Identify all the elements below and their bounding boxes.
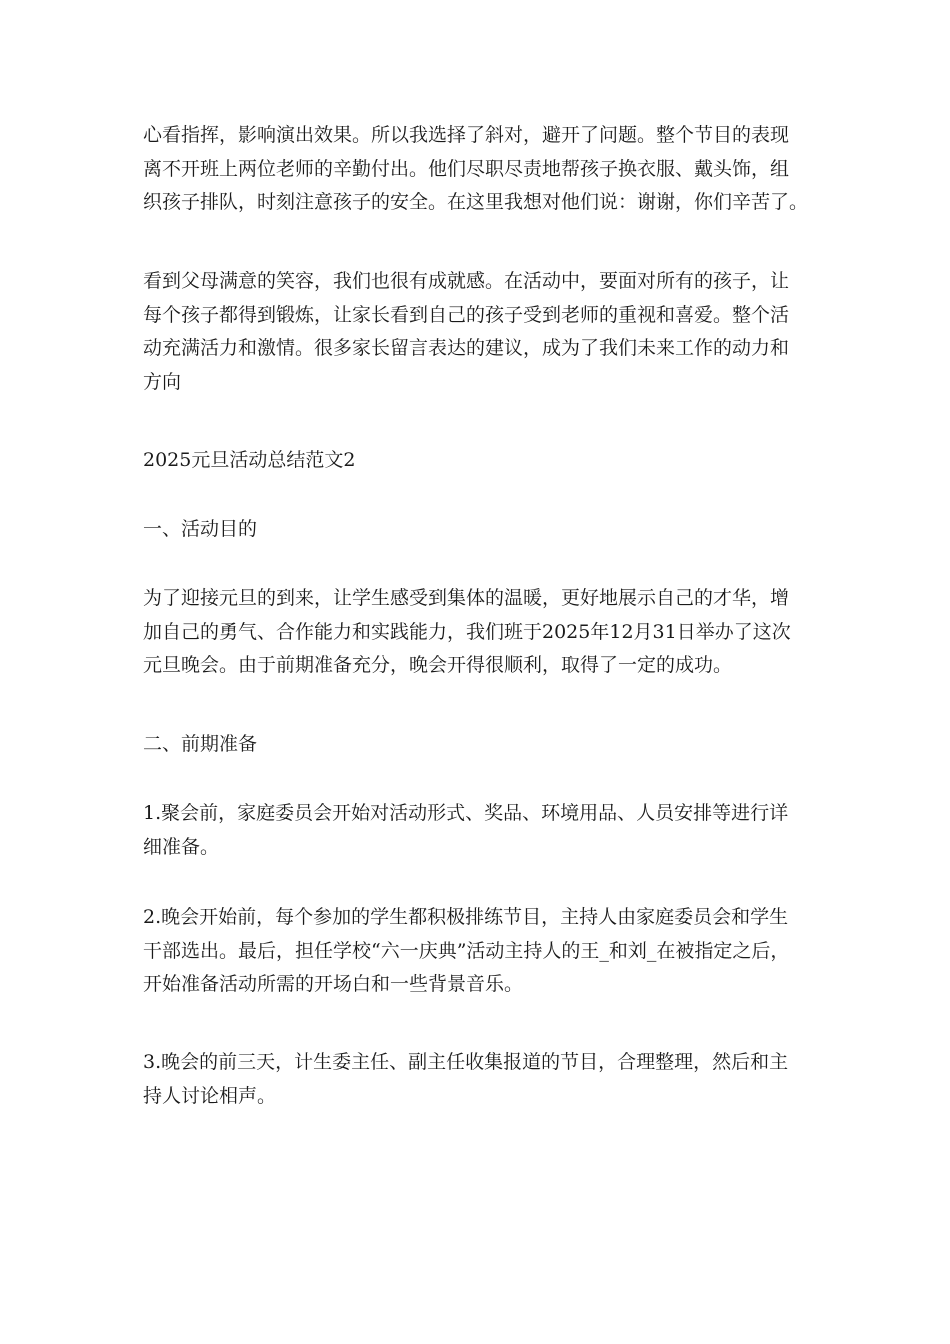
text-line: 看到父母满意的笑容，我们也很有成就感。在活动中，要面对所有的孩子，让 [143, 270, 790, 292]
text-line: 加自己的勇气、合作能力和实践能力，我们班于2025年12月31日举办了这次 [143, 620, 791, 643]
paragraph-performance-thanks [143, 119, 808, 220]
text-line: 细准备。 [143, 835, 220, 858]
text-line: 织孩子排队，时刻注意孩子的安全。在这里我想对他们说：谢谢，你们辛苦了。 [143, 191, 809, 213]
heading-preparation [143, 728, 808, 762]
list-item-3 [143, 1046, 808, 1113]
text-line: 2.晚会开始前，每个参加的学生都积极排练节目，主持人由家庭委员会和学生 [143, 906, 789, 928]
text-line: 3.晚会的前三天，计生委主任、副主任收集报道的节目，合理整理，然后和主 [143, 1051, 789, 1073]
text-line: 持人讨论相声。 [143, 1084, 277, 1107]
text-line: 动充满活力和激情。很多家长留言表达的建议，成为了我们未来工作的动力和 [143, 337, 790, 359]
text-line: 1.聚会前，家庭委员会开始对活动形式、奖品、环境用品、人员安排等进行详 [143, 802, 789, 824]
text-line: 2025元旦活动总结范文2 [143, 449, 356, 471]
heading-activity-purpose [143, 513, 808, 547]
text-line: 方向 [143, 370, 182, 393]
text-line: 每个孩子都得到锻炼，让家长看到自己的孩子受到老师的重视和喜爱。整个活 [143, 303, 790, 326]
text-line: 一、活动目的 [143, 518, 258, 540]
text-line: 二、前期准备 [143, 733, 258, 755]
paragraph-purpose [143, 582, 808, 683]
text-line: 干部选出。最后，担任学校“六一庆典”活动主持人的王_和刘_在被指定之后， [143, 939, 790, 962]
text-line: 开始准备活动所需的开场白和一些背景音乐。 [143, 973, 524, 995]
paragraph-parents-satisfaction [143, 265, 808, 399]
text-line: 心看指挥，影响演出效果。所以我选择了斜对，避开了问题。整个节目的表现 [143, 124, 790, 146]
list-item-1 [143, 797, 808, 864]
list-item-2 [143, 901, 808, 1002]
section-title [143, 444, 808, 478]
text-line: 离不开班上两位老师的辛勤付出。他们尽职尽责地帮孩子换衣服、戴头饰，组 [143, 157, 790, 180]
text-line: 元旦晚会。由于前期准备充分，晚会开得很顺利，取得了一定的成功。 [143, 654, 733, 676]
text-line: 为了迎接元旦的到来，让学生感受到集体的温暖，更好地展示自己的才华，增 [143, 587, 790, 609]
